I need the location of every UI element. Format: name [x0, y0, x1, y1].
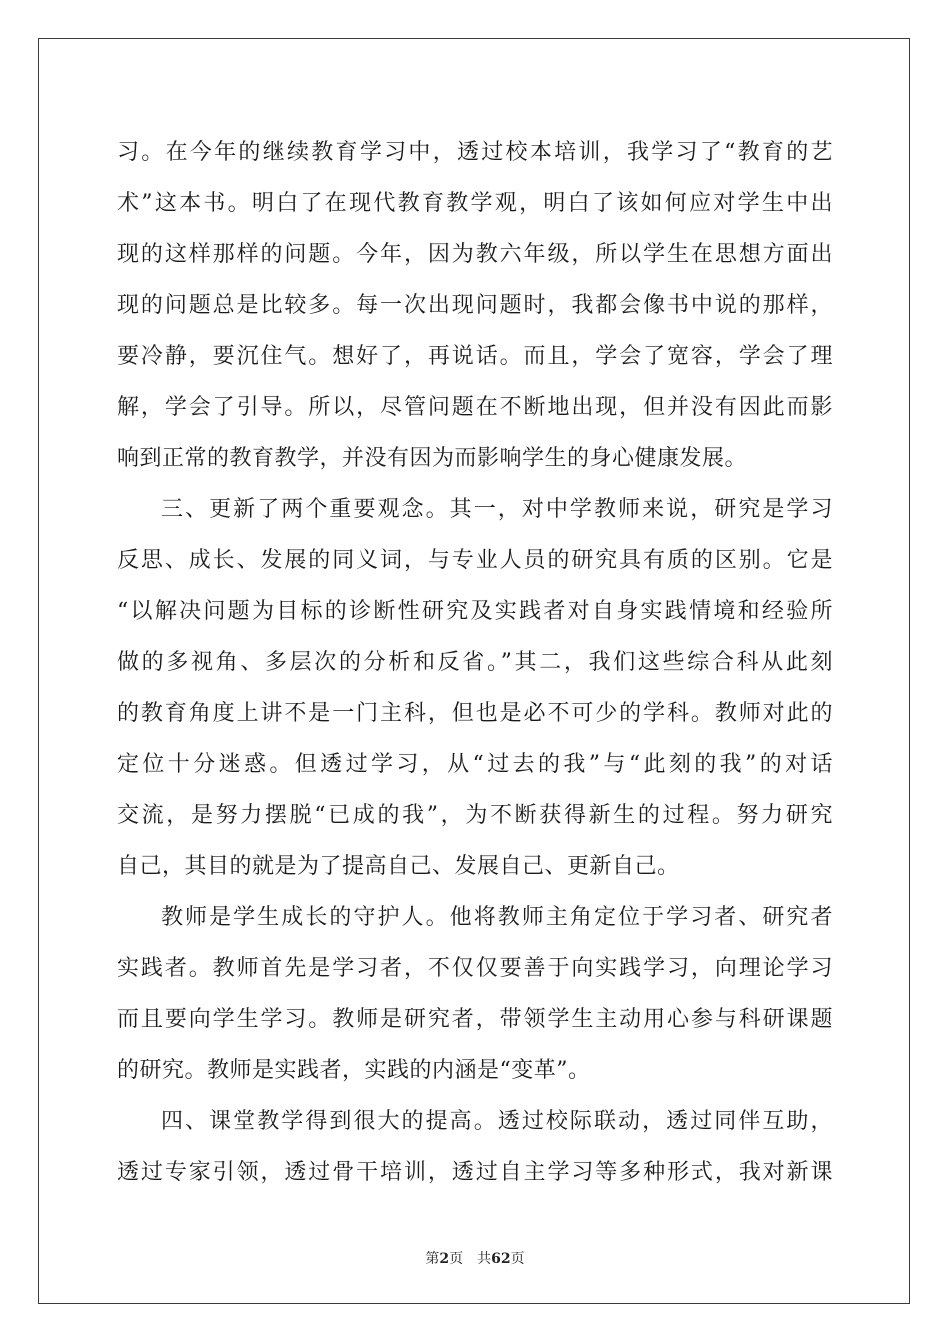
- text-line: 的研究。教师是实践者，实践的内涵是“变革”。: [117, 1058, 591, 1083]
- text-line: 实践者。教师首先是学习者，不仅仅要善于向实践学习，向理论学习: [117, 956, 833, 981]
- page-suffix: 页: [449, 1251, 464, 1267]
- text-line: 做的多视角、多层次的分析和反省。”其二，我们这些综合科从此刻: [117, 650, 833, 675]
- page-number: 2: [439, 1251, 450, 1267]
- text-line: 透过专家引领，透过骨干培训，透过自主学习等多种形式，我对新课: [117, 1160, 833, 1185]
- text-line: 定位十分迷惑。但透过学习，从“过去的我”与“此刻的我”的对话: [117, 752, 833, 777]
- text-line: 的教育角度上讲不是一门主科，但也是必不可少的学科。教师对此的: [117, 701, 833, 726]
- text-line: 解，学会了引导。所以，尽管问题在不断地出现，但并没有因此而影: [117, 395, 833, 420]
- text-line: 习。在今年的继续教育学习中，透过校本培训，我学习了“教育的艺: [117, 140, 833, 165]
- text-line: 要冷静，要沉住气。想好了，再说话。而且，学会了宽容，学会了理: [117, 344, 833, 369]
- text-line: 自己，其目的就是为了提高自己、发展自己、更新自己。: [117, 854, 680, 879]
- total-pages: 62: [491, 1251, 511, 1267]
- text-line: 术”这本书。明白了在现代教育教学观，明白了该如何应对学生中出: [117, 191, 833, 216]
- document-body: [117, 127, 833, 1198]
- total-prefix: 共: [477, 1251, 492, 1267]
- total-suffix: 页: [510, 1251, 525, 1267]
- text-line: 现的问题总是比较多。每一次出现问题时，我都会像书中说的那样，: [117, 293, 833, 318]
- text-line: 三、更新了两个重要观念。其一，对中学教师来说，研究是学习: [161, 497, 833, 522]
- text-line: 四、课堂教学得到很大的提高。透过校际联动，透过同伴互助，: [161, 1109, 833, 1134]
- text-line: 而且要向学生学习。教师是研究者，带领学生主动用心参与科研课题: [117, 1007, 833, 1032]
- text-line: 交流，是努力摆脱“已成的我”，为不断获得新生的过程。努力研究: [117, 803, 833, 828]
- page-prefix: 第: [425, 1251, 440, 1267]
- page-footer: [0, 1248, 950, 1268]
- text-line: 教师是学生成长的守护人。他将教师主角定位于学习者、研究者: [161, 905, 833, 930]
- text-line: 现的这样那样的问题。今年，因为教六年级，所以学生在思想方面出: [117, 242, 833, 267]
- text-line: 响到正常的教育教学，并没有因为而影响学生的身心健康发展。: [117, 446, 748, 471]
- text-line: 反思、成长、发展的同义词，与专业人员的研究具有质的区别。它是: [117, 548, 833, 573]
- text-line: “以解决问题为目标的诊断性研究及实践者对自身实践情境和经验所: [117, 599, 833, 624]
